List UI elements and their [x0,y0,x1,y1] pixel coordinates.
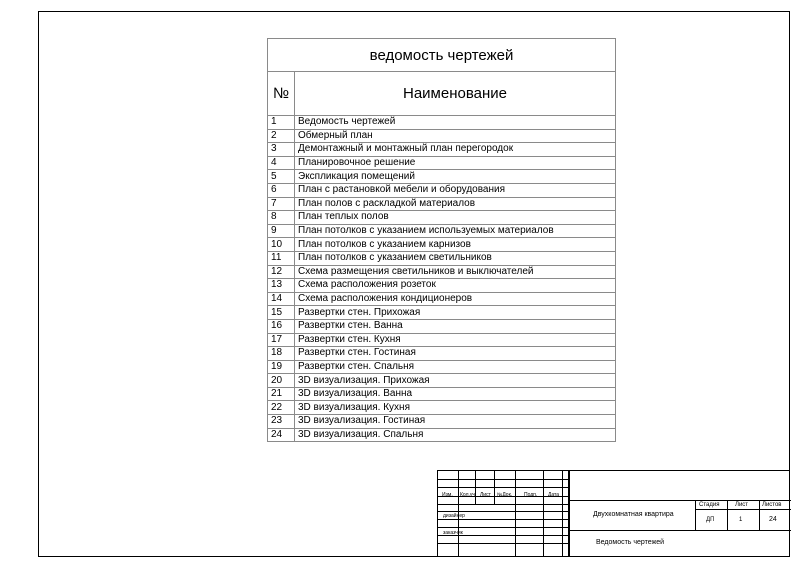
row-drawing-name: Развертки стен. Прихожая [295,306,616,320]
title-block [437,470,790,557]
table-row [268,116,616,130]
row-drawing-name: 3D визуализация. Кухня [295,401,616,415]
row-number: 5 [268,170,295,184]
row-drawing-name: Развертки стен. Спальня [295,360,616,374]
row-drawing-name: Экспликация помещений [295,170,616,184]
col-label-podp: Подп. [524,492,538,498]
designer-label: дизайнер [443,513,465,519]
table-row [268,224,616,238]
row-number: 12 [268,265,295,279]
row-number: 8 [268,211,295,225]
table-row [268,265,616,279]
table-row [268,360,616,374]
stage-label: Стадия [699,502,720,508]
row-drawing-name: План потолков с указанием карнизов [295,238,616,252]
name-column-header: Наименование [295,72,616,116]
sheets-value: 24 [769,516,777,523]
row-drawing-name: Демонтажный и монтажный план перегородок [295,143,616,157]
table-row [268,306,616,320]
row-number: 17 [268,333,295,347]
num-column-header: № [268,72,295,116]
row-drawing-name: Ведомость чертежей [295,116,616,130]
row-drawing-name: Развертки стен. Кухня [295,333,616,347]
table-row [268,428,616,442]
row-drawing-name: Схема размещения светильников и выключателей [295,265,616,279]
row-drawing-name: План теплых полов [295,211,616,225]
table-row [268,319,616,333]
row-number: 23 [268,415,295,429]
row-drawing-name: Развертки стен. Гостиная [295,347,616,361]
row-drawing-name: План потолков с указанием светильников [295,251,616,265]
row-number: 14 [268,292,295,306]
table-row [268,374,616,388]
row-number: 3 [268,143,295,157]
table-row [268,197,616,211]
row-drawing-name: 3D визуализация. Спальня [295,428,616,442]
table-row [268,279,616,293]
drawings-list-table [267,38,616,442]
table-row [268,401,616,415]
row-drawing-name: Обмерный план [295,129,616,143]
row-number: 9 [268,224,295,238]
row-drawing-name: 3D визуализация. Ванна [295,387,616,401]
row-drawing-name: Планировочное решение [295,156,616,170]
sheet-value: 1 [739,517,743,523]
table-row [268,156,616,170]
table-title: ведомость чертежей [268,39,616,72]
col-label-doc: №Док. [497,492,513,498]
row-drawing-name: План полов с раскладкой материалов [295,197,616,211]
table-row [268,415,616,429]
table-row [268,143,616,157]
row-number: 1 [268,116,295,130]
table-row [268,251,616,265]
customer-label: заказчик [443,530,463,536]
table-row [268,129,616,143]
row-number: 4 [268,156,295,170]
table-title-row [268,39,616,72]
table-row [268,292,616,306]
row-number: 6 [268,183,295,197]
col-label-izm: Изм. [442,492,453,498]
row-number: 7 [268,197,295,211]
table-row [268,211,616,225]
row-number: 22 [268,401,295,415]
table-header-row [268,72,616,116]
project-name: Двухкомнатная квартира [593,511,674,518]
table-row [268,170,616,184]
table-row [268,183,616,197]
col-label-list: Лист [480,492,491,498]
row-drawing-name: 3D визуализация. Прихожая [295,374,616,388]
row-number: 2 [268,129,295,143]
col-label-koluch: Кол.уч [460,492,475,498]
row-number: 20 [268,374,295,388]
sheet-label: Лист [735,502,749,508]
row-drawing-name: 3D визуализация. Гостиная [295,415,616,429]
row-drawing-name: Схема расположения розеток [295,279,616,293]
sheet-title: Ведомость чертежей [596,539,665,546]
row-number: 15 [268,306,295,320]
row-number: 13 [268,279,295,293]
row-drawing-name: Схема расположения кондиционеров [295,292,616,306]
table-row [268,387,616,401]
table-row [268,333,616,347]
row-drawing-name: Развертки стен. Ванна [295,319,616,333]
row-number: 11 [268,251,295,265]
sheets-label: Листов [762,502,782,508]
col-label-data: Дата [548,492,560,498]
table-row [268,238,616,252]
row-number: 18 [268,347,295,361]
row-drawing-name: План с растановкой мебели и оборудования [295,183,616,197]
stage-value: ДП [706,517,715,523]
row-number: 21 [268,387,295,401]
row-number: 24 [268,428,295,442]
table-row [268,347,616,361]
row-number: 19 [268,360,295,374]
row-number: 10 [268,238,295,252]
row-number: 16 [268,319,295,333]
row-drawing-name: План потолков с указанием используемых материалов [295,224,616,238]
